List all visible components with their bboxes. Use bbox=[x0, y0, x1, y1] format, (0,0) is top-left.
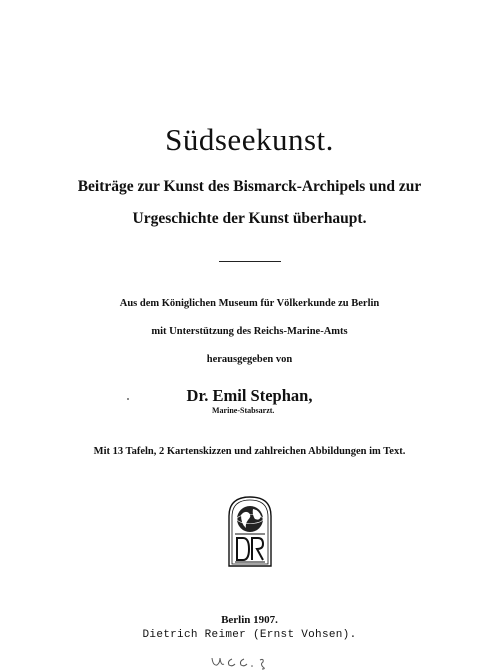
author-name: Dr. Emil Stephan, bbox=[186, 386, 313, 405]
paper-speck bbox=[127, 398, 129, 400]
origin-line-museum: Aus dem Königlichen Museum für Völkerkunde zu Berlin bbox=[119, 298, 380, 309]
subtitle-line-2: Urgeschichte der Kunst überhaupt. bbox=[132, 210, 367, 227]
imprint-place-year: Berlin 1907. bbox=[221, 614, 278, 626]
book-title: Südseekunst. bbox=[165, 122, 334, 157]
handwritten-mark-icon bbox=[210, 654, 280, 670]
globe-emblem-icon bbox=[226, 494, 274, 568]
author-role: Marine-Stabsarzt. bbox=[212, 406, 275, 415]
origin-line-editor: herausgegeben von bbox=[206, 354, 293, 365]
contents-note: Mit 13 Tafeln, 2 Kartenskizzen und zahlreichen Abbildungen im Text. bbox=[93, 446, 406, 457]
imprint-publisher: Dietrich Reimer (Ernst Vohsen). bbox=[142, 629, 357, 641]
origin-line-support: mit Unterstützung des Reichs-Marine-Amts bbox=[151, 326, 348, 337]
subtitle-line-1: Beiträge zur Kunst des Bismarck-Archipels und zur bbox=[77, 178, 422, 195]
divider-rule bbox=[219, 261, 281, 262]
